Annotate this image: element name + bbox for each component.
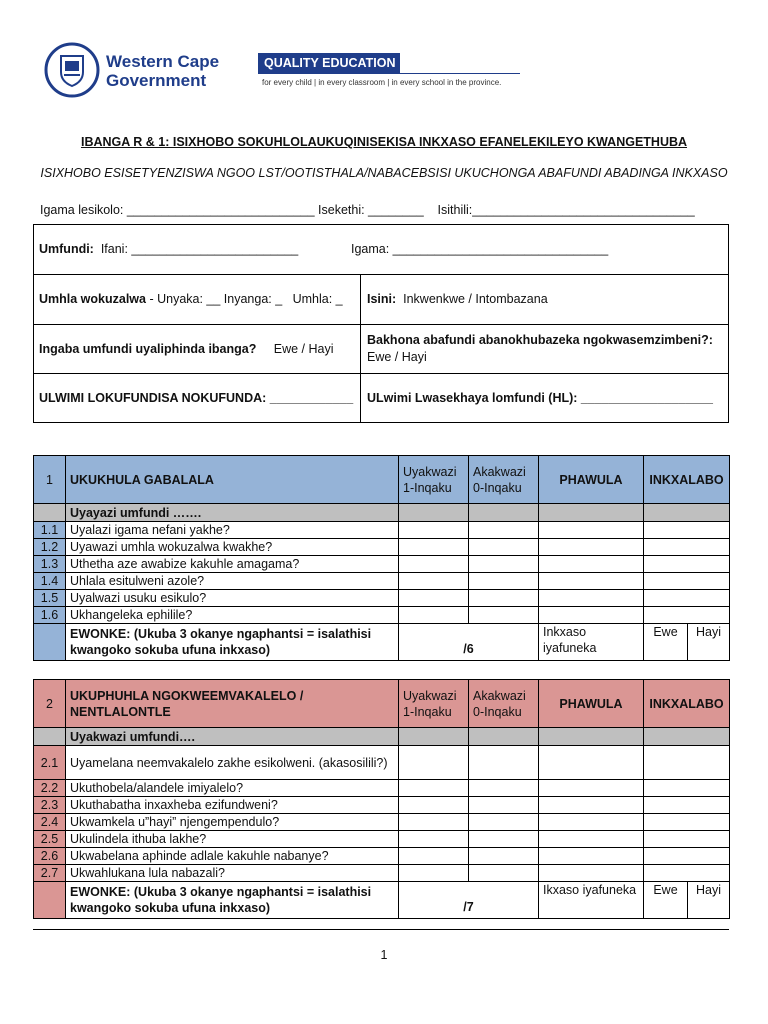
section1-table	[33, 455, 730, 661]
comment-cell[interactable]	[539, 590, 644, 607]
col-no-header: Akakwazi 0-Inqaku	[469, 456, 539, 504]
item-number: 2.7	[34, 865, 66, 882]
support-cell[interactable]	[644, 746, 730, 780]
total-num-cell	[34, 624, 66, 661]
section1-number: 1	[34, 456, 66, 504]
comment-cell[interactable]	[539, 522, 644, 539]
item-question: Uthetha aze awabize kakuhle amagama?	[66, 556, 399, 573]
item-number: 2.6	[34, 848, 66, 865]
home-language-field[interactable]: ULwimi Lwasekhaya lomfundi (HL): ___________________	[367, 391, 713, 405]
blank-cell	[469, 504, 539, 522]
no-score-cell[interactable]	[469, 797, 539, 814]
item-question: Ukwahlukana lula nabazali?	[66, 865, 399, 882]
total-num-cell	[34, 882, 66, 919]
table-row	[34, 746, 730, 780]
comment-cell[interactable]	[539, 746, 644, 780]
item-question: Ukuthobela/alandele imiyalelo?	[66, 780, 399, 797]
no-score-cell[interactable]	[469, 607, 539, 624]
table-row	[34, 539, 730, 556]
section2-header-row	[34, 680, 730, 728]
document-title: IBANGA R & 1: ISIXHOBO SOKUHLOLAUKUQINISEKISA INKXASO EFANELEKILEYO KWANGETHUBA	[80, 135, 688, 149]
support-cell[interactable]	[644, 797, 730, 814]
col-comment-header: PHAWULA	[539, 680, 644, 728]
item-number: 1.4	[34, 573, 66, 590]
comment-cell[interactable]	[539, 573, 644, 590]
comment-cell[interactable]	[539, 607, 644, 624]
support-cell[interactable]	[644, 865, 730, 882]
support-yes-option[interactable]: Ewe	[644, 882, 688, 919]
comment-cell[interactable]	[539, 797, 644, 814]
lolt-field[interactable]: ULWIMI LOKUFUNDISA NOKUFUNDA: ____________	[39, 391, 354, 405]
yes-score-cell[interactable]	[399, 590, 469, 607]
section2-intro-row	[34, 728, 730, 746]
col-comment-header: PHAWULA	[539, 456, 644, 504]
no-score-cell[interactable]	[469, 746, 539, 780]
disability-question: Bakhona abafundi abanokhubazeka ngokwasemzimbeni?:	[367, 333, 713, 347]
item-number: 2.1	[34, 746, 66, 780]
section1-intro: Uyayazi umfundi …….	[66, 504, 399, 522]
divider	[34, 274, 728, 275]
section1-title: UKUKHULA GABALALA	[66, 456, 399, 504]
dob-label: Umhla wokuzalwa	[39, 292, 146, 306]
dob-fields[interactable]: - Unyaka: __ Inyanga: _ Umhla: _	[145, 292, 343, 306]
item-number: 1.5	[34, 590, 66, 607]
support-needed-label: Inkxaso iyafuneka	[539, 624, 644, 661]
comment-cell[interactable]	[539, 831, 644, 848]
no-score-cell[interactable]	[469, 831, 539, 848]
banner-underline	[400, 73, 520, 74]
item-question: Uyalwazi usuku esikulo?	[66, 590, 399, 607]
blank-cell	[644, 728, 730, 746]
gender-row[interactable]	[367, 292, 548, 306]
item-question: Ukhangeleka ephilile?	[66, 607, 399, 624]
document-subtitle: ISIXHOBO ESISETYENZISWA NGOO LST/OOTISTHALA/NABACEBSISI UKUCHONGA ABAFUNDI ABADINGA INKXASO	[40, 166, 728, 180]
section1-intro-row	[34, 504, 730, 522]
col-support-header: INKXALABO	[644, 680, 730, 728]
item-question: Uyamelana neemvakalelo zakhe esikolweni. (akasosilili?)	[66, 746, 399, 780]
intro-num-cell	[34, 728, 66, 746]
item-question: Uyalazi igama nefani yakhe?	[66, 522, 399, 539]
total-score[interactable]: /7	[399, 882, 539, 919]
yes-score-cell[interactable]	[399, 865, 469, 882]
blank-cell	[469, 728, 539, 746]
section2-number: 2	[34, 680, 66, 728]
support-no-option[interactable]: Hayi	[688, 624, 730, 661]
comment-cell[interactable]	[539, 556, 644, 573]
comment-cell[interactable]	[539, 814, 644, 831]
school-details-line[interactable]: Igama lesikolo: ___________________________ Isekethi: ________ Isithili:________________________________	[40, 203, 695, 217]
yes-score-cell[interactable]	[399, 831, 469, 848]
no-score-cell[interactable]	[469, 539, 539, 556]
table-row	[34, 831, 730, 848]
divider	[34, 324, 728, 325]
item-number: 1.3	[34, 556, 66, 573]
item-question: Uhlala esitulweni azole?	[66, 573, 399, 590]
yes-score-cell[interactable]	[399, 522, 469, 539]
table-row	[34, 865, 730, 882]
yes-score-cell[interactable]	[399, 746, 469, 780]
footer-divider	[33, 929, 729, 930]
total-label: EWONKE: (Ukuba 3 okanye ngaphantsi = isalathisi kwangoko sokuba ufuna inkxaso)	[66, 624, 399, 661]
support-cell[interactable]	[644, 522, 730, 539]
learner-info-box	[33, 224, 729, 423]
support-cell[interactable]	[644, 831, 730, 848]
col-yes-header: Uyakwazi 1-Inqaku	[399, 680, 469, 728]
item-number: 2.2	[34, 780, 66, 797]
blank-cell	[539, 728, 644, 746]
dob-row[interactable]	[39, 292, 343, 306]
comment-cell[interactable]	[539, 865, 644, 882]
item-number: 2.3	[34, 797, 66, 814]
yes-score-cell[interactable]	[399, 556, 469, 573]
no-score-cell[interactable]	[469, 848, 539, 865]
banner-tagline: for every child | in every classroom | in every school in the province.	[262, 78, 502, 87]
col-support-header: INKXALABO	[644, 456, 730, 504]
item-question: Ukwabelana aphinde adlale kakuhle nabanye?	[66, 848, 399, 865]
org-name-line1: Western Cape	[106, 52, 220, 71]
support-cell[interactable]	[644, 607, 730, 624]
no-score-cell[interactable]	[469, 573, 539, 590]
divider	[34, 373, 728, 374]
blank-cell	[399, 728, 469, 746]
blank-cell	[539, 504, 644, 522]
no-score-cell[interactable]	[469, 556, 539, 573]
item-number: 2.5	[34, 831, 66, 848]
support-no-option[interactable]: Hayi	[688, 882, 730, 919]
intro-num-cell	[34, 504, 66, 522]
yes-score-cell[interactable]	[399, 780, 469, 797]
table-row	[34, 780, 730, 797]
repeat-grade-answer[interactable]: Ewe / Hayi	[273, 342, 334, 356]
gender-label: Isini:	[367, 292, 397, 306]
divider	[360, 274, 361, 423]
firstname-field[interactable]: Igama: _______________________________	[351, 242, 609, 256]
table-row	[34, 814, 730, 831]
support-needed-label: Ikxaso iyafuneka	[539, 882, 644, 919]
col-no-header: Akakwazi 0-Inqaku	[469, 680, 539, 728]
yes-score-cell[interactable]	[399, 848, 469, 865]
disability-answer[interactable]: Ewe / Hayi	[367, 350, 427, 364]
item-question: Ukwamkela u”hayi” njengempendulo?	[66, 814, 399, 831]
support-cell[interactable]	[644, 814, 730, 831]
item-question: Ukulindela ithuba lakhe?	[66, 831, 399, 848]
surname-field[interactable]: Ifani: ________________________	[100, 242, 299, 256]
learner-label: Umfundi:	[39, 242, 94, 256]
support-cell[interactable]	[644, 780, 730, 797]
total-label: EWONKE: (Ukuba 3 okanye ngaphantsi = isalathisi kwangoko sokuba ufuna inkxaso)	[66, 882, 399, 919]
item-number: 1.6	[34, 607, 66, 624]
support-yes-option[interactable]: Ewe	[644, 624, 688, 661]
table-row	[34, 797, 730, 814]
table-row	[34, 556, 730, 573]
table-row	[34, 522, 730, 539]
yes-score-cell[interactable]	[399, 573, 469, 590]
item-question: Ukuthabatha inxaxheba ezifundweni?	[66, 797, 399, 814]
item-number: 1.2	[34, 539, 66, 556]
support-cell[interactable]	[644, 573, 730, 590]
support-cell[interactable]	[644, 590, 730, 607]
support-cell[interactable]	[644, 539, 730, 556]
section2-intro: Uyakwazi umfundi….	[66, 728, 399, 746]
section2-title: UKUPHUHLA NGOKWEEMVAKALELO / NENTLALONTLE	[66, 680, 399, 728]
no-score-cell[interactable]	[469, 865, 539, 882]
support-cell[interactable]	[644, 848, 730, 865]
comment-cell[interactable]	[539, 780, 644, 797]
repeat-grade-row[interactable]	[39, 342, 334, 356]
item-number: 1.1	[34, 522, 66, 539]
table-row	[34, 607, 730, 624]
table-row	[34, 573, 730, 590]
blank-cell	[399, 504, 469, 522]
item-number: 2.4	[34, 814, 66, 831]
item-question: Uyawazi umhla wokuzalwa kwakhe?	[66, 539, 399, 556]
total-score[interactable]: /6	[399, 624, 539, 661]
comment-cell[interactable]	[539, 848, 644, 865]
yes-score-cell[interactable]	[399, 607, 469, 624]
section1-total-row	[34, 624, 730, 661]
yes-score-cell[interactable]	[399, 797, 469, 814]
org-name-line2: Government	[106, 71, 207, 90]
table-row	[34, 590, 730, 607]
page-number: 1	[380, 948, 388, 962]
quality-education-banner: QUALITY EDUCATION	[258, 53, 400, 74]
disability-row[interactable]	[367, 332, 713, 366]
learner-name-row[interactable]	[39, 242, 298, 256]
table-row	[34, 848, 730, 865]
no-score-cell[interactable]	[469, 780, 539, 797]
section2-total-row	[34, 882, 730, 919]
no-score-cell[interactable]	[469, 522, 539, 539]
support-cell[interactable]	[644, 556, 730, 573]
western-cape-logo	[44, 42, 100, 98]
col-yes-header: Uyakwazi 1-Inqaku	[399, 456, 469, 504]
section2-table	[33, 679, 730, 919]
repeat-grade-question: Ingaba umfundi uyaliphinda ibanga?	[39, 342, 257, 356]
gender-options[interactable]: Inkwenkwe / Intombazana	[396, 292, 548, 306]
section1-header-row	[34, 456, 730, 504]
org-name	[106, 52, 219, 90]
comment-cell[interactable]	[539, 539, 644, 556]
blank-cell	[644, 504, 730, 522]
no-score-cell[interactable]	[469, 590, 539, 607]
no-score-cell[interactable]	[469, 814, 539, 831]
yes-score-cell[interactable]	[399, 814, 469, 831]
yes-score-cell[interactable]	[399, 539, 469, 556]
